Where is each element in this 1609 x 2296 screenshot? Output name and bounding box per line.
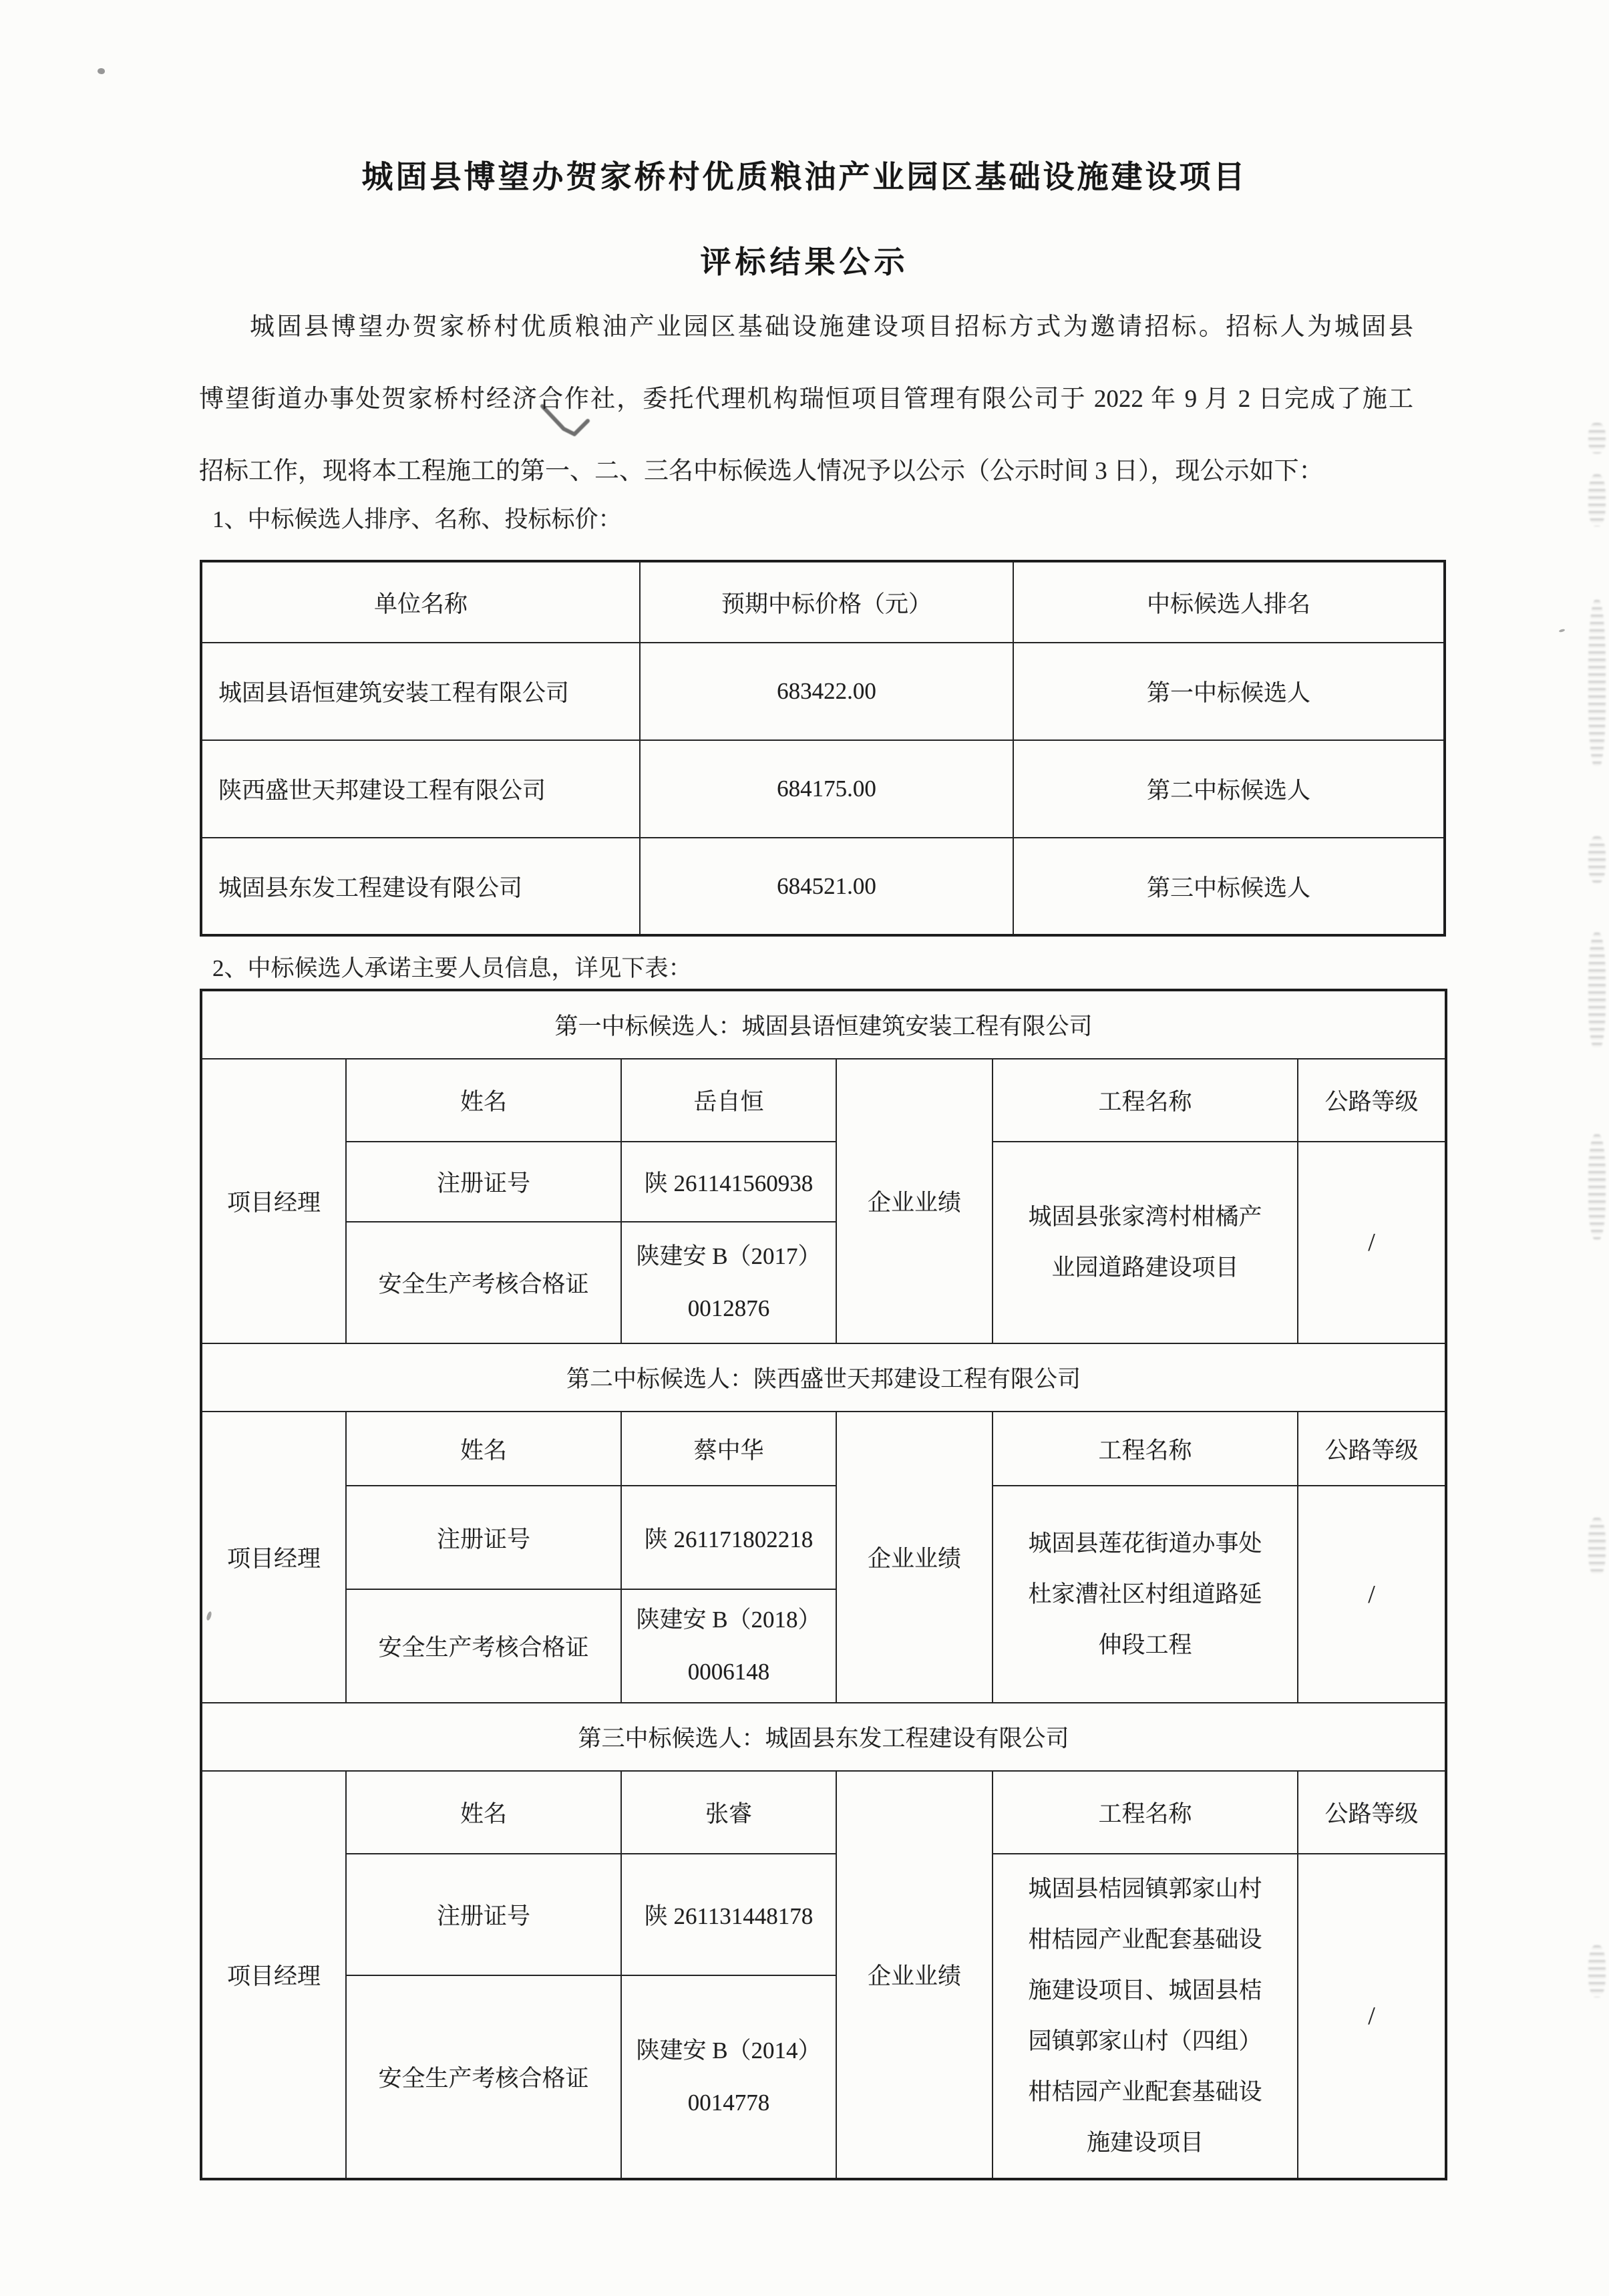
intro-paragraph [199, 291, 1413, 508]
company-column-header: 单位名称 [201, 561, 640, 643]
scanner-edge-smudge [1588, 836, 1606, 883]
page-title: 城固县博望办贺家桥村优质粮油产业园区基础设施建设项目 [361, 159, 1248, 194]
bid-table-header-row [201, 561, 1445, 643]
company-name: 城固县东发工程建设有限公司 [201, 838, 640, 935]
bid-price: 683422.00 [640, 643, 1013, 740]
scanner-edge-smudge [1588, 423, 1606, 454]
manager-name: 蔡中华 [621, 1412, 836, 1486]
intro-line: 招标工作，现将本工程施工的第一、二、三名中标候选人情况予以公示（公示时间 3 日），现公示如下： [199, 458, 1324, 485]
performance-label: 企业业绩 [836, 1412, 993, 1703]
personnel-row [201, 1412, 1446, 1486]
scanner-edge-smudge [1588, 933, 1606, 1050]
manager-name: 张睿 [621, 1771, 836, 1854]
registration-label: 注册证号 [346, 1486, 621, 1589]
project-name-label: 工程名称 [993, 1412, 1298, 1486]
candidate-section-row [201, 1343, 1446, 1412]
road-grade-label: 公路等级 [1298, 1412, 1446, 1486]
rank-column-header: 中标候选人排名 [1013, 561, 1445, 643]
safety-cert-label: 安全生产考核合格证 [346, 1975, 621, 2179]
bid-table-row [201, 838, 1445, 935]
performance-project: 城固县桔园镇郭家山村柑桔园产业配套基础设施建设项目、城固县桔园镇郭家山村（四组）柑桔园产业配套基础设施建设项目 [993, 1854, 1298, 2179]
safety-cert-label: 安全生产考核合格证 [346, 1589, 621, 1703]
section2-heading: 2、中标候选人承诺主要人员信息，详见下表： [212, 955, 692, 981]
safety-cert-number: 陕建安 B（2018）0006148 [621, 1589, 836, 1703]
scanner-edge-smudge [1588, 1518, 1606, 1577]
road-grade-label: 公路等级 [1298, 1771, 1446, 1854]
candidate-section-header: 第三中标候选人：城固县东发工程建设有限公司 [201, 1703, 1446, 1771]
bid-table-row [201, 740, 1445, 838]
registration-number: 陕 261131448178 [621, 1854, 836, 1975]
personnel-row [201, 1142, 1446, 1222]
scan-speck [98, 68, 105, 74]
registration-label: 注册证号 [346, 1854, 621, 1975]
scan-speck [1559, 629, 1566, 633]
intro-line: 博望街道办事处贺家桥村经济合作社，委托代理机构瑞恒项目管理有限公司于 2022 年 9 月 2 日完成了施工 [199, 385, 1413, 413]
safety-cert-number: 陕建安 B（2014）0014778 [621, 1975, 836, 2179]
intro-line: 城固县博望办贺家桥村优质粮油产业园区基础设施建设项目招标方式为邀请招标。招标人为城固县 [250, 313, 1413, 341]
candidate-section-header: 第二中标候选人：陕西盛世天邦建设工程有限公司 [201, 1343, 1446, 1412]
candidate-section-row [201, 990, 1446, 1059]
bid-price: 684175.00 [640, 740, 1013, 838]
registration-label: 注册证号 [346, 1142, 621, 1222]
candidate-rank: 第一中标候选人 [1013, 643, 1445, 740]
personnel-row [201, 1771, 1446, 1854]
company-name: 城固县语恒建筑安装工程有限公司 [201, 643, 640, 740]
performance-label: 企业业绩 [836, 1771, 993, 2179]
safety-cert-number: 陕建安 B（2017）0012876 [621, 1222, 836, 1343]
price-column-header: 预期中标价格（元） [640, 561, 1013, 643]
scanner-edge-smudge [1588, 1134, 1606, 1240]
project-name-label: 工程名称 [993, 1771, 1298, 1854]
road-grade-label: 公路等级 [1298, 1059, 1446, 1142]
scanner-edge-smudge [1588, 474, 1606, 526]
candidate-rank: 第二中标候选人 [1013, 740, 1445, 838]
road-grade-value: / [1298, 1854, 1446, 2179]
performance-label: 企业业绩 [836, 1059, 993, 1343]
road-grade-value: / [1298, 1486, 1446, 1703]
project-name-label: 工程名称 [993, 1059, 1298, 1142]
project-manager-label: 项目经理 [201, 1771, 346, 2179]
scanner-edge-smudge [1588, 1945, 1606, 1997]
name-label: 姓名 [346, 1412, 621, 1486]
personnel-row [201, 1854, 1446, 1975]
safety-cert-label: 安全生产考核合格证 [346, 1222, 621, 1343]
project-manager-label: 项目经理 [201, 1059, 346, 1343]
personnel-row [201, 1486, 1446, 1589]
performance-project: 城固县张家湾村柑橘产业园道路建设项目 [993, 1142, 1298, 1343]
road-grade-value: / [1298, 1142, 1446, 1343]
name-label: 姓名 [346, 1059, 621, 1142]
scanner-edge-smudge [1588, 600, 1606, 768]
personnel-table [200, 989, 1447, 2180]
registration-number: 陕 261171802218 [621, 1486, 836, 1589]
project-manager-label: 项目经理 [201, 1412, 346, 1703]
bid-table-row [201, 643, 1445, 740]
bid-price: 684521.00 [640, 838, 1013, 935]
performance-project: 城固县莲花街道办事处杜家漕社区村组道路延伸段工程 [993, 1486, 1298, 1703]
candidate-section-row [201, 1703, 1446, 1771]
company-name: 陕西盛世天邦建设工程有限公司 [201, 740, 640, 838]
personnel-row [201, 1059, 1446, 1142]
registration-number: 陕 261141560938 [621, 1142, 836, 1222]
page-subtitle: 评标结果公示 [700, 244, 909, 279]
manager-name: 岳自恒 [621, 1059, 836, 1142]
bid-ranking-table [200, 560, 1446, 937]
section1-heading: 1、中标候选人排序、名称、投标标价： [212, 506, 622, 532]
candidate-section-header: 第一中标候选人：城固县语恒建筑安装工程有限公司 [201, 990, 1446, 1059]
name-label: 姓名 [346, 1771, 621, 1854]
candidate-rank: 第三中标候选人 [1013, 838, 1445, 935]
